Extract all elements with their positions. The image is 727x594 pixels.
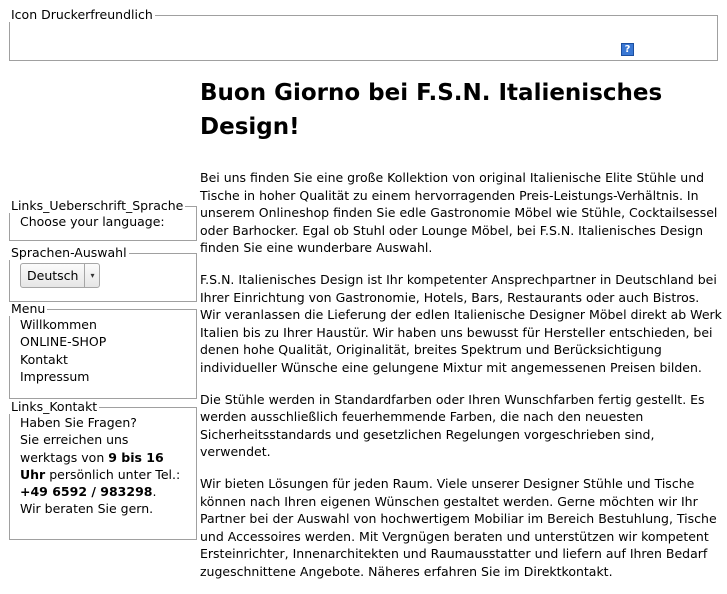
- contact-box: [9, 400, 197, 540]
- language-heading-box: [9, 199, 197, 241]
- partner-paragraph: F.S.N. Italienisches Design ist Ihr kompetenter Ansprechpartner in Deutschland bei Ihrer Einrichtung von Gastronomie, Hotels, Bars, Restaurants oder auch Bistros. Wir veranlassen die Lieferung der edlen Italienische Designer Möbel direkt ab Werk Italien bis zu Ihrer Haustür. Wir haben uns bewusst für Hersteller entschieden, bei denen hohe Qualität, Originalität, breites Spektrum und Berücksichtigung individueller Wünsche eine gelungene Mixtur mit angemessenen Preisen bilden.: [200, 271, 722, 375]
- language-select-value: Deutsch: [27, 268, 79, 283]
- menu-item-online-shop[interactable]: ONLINE-SHOP: [20, 334, 107, 350]
- menu-legend: Menu: [11, 301, 46, 316]
- contact-availability: Sie erreichen uns werktags von 9 bis 16 Uhr persönlich unter Tel.: +49 6592 / 983298.: [20, 432, 181, 500]
- print-friendly-legend: Icon Druckerfreundlich: [11, 7, 153, 22]
- language-select-legend: Sprachen-Auswahl: [11, 245, 127, 260]
- contact-closing: Wir beraten Sie gern.: [20, 501, 154, 517]
- choose-language-text: Choose your language:: [20, 214, 165, 229]
- menu-list: [20, 316, 186, 385]
- language-select-box: [9, 246, 197, 302]
- menu-box: [9, 302, 197, 399]
- contact-question: Haben Sie Fragen?: [20, 415, 137, 430]
- contact-legend: Links_Kontakt: [11, 399, 98, 414]
- contact-hours: 9 bis 16 Uhr: [20, 449, 164, 482]
- print-friendly-box: [9, 8, 718, 61]
- contact-phone: +49 6592 / 983298: [20, 484, 153, 500]
- contact-text-start: Sie erreichen uns werktags von: [20, 432, 129, 465]
- page-title: Buon Giorno bei F.S.N. Italienisches Design!: [200, 80, 663, 140]
- menu-item-impressum[interactable]: Impressum: [20, 368, 90, 384]
- solutions-paragraph: Wir bieten Lösungen für jeden Raum. Viele unserer Designer Stühle und Tische können nach Ihren eigenen Wünschen gestaltet werden. Gerne möchten wir Ihr Partner bei der Auswahl von hochwertigem Mobiliar im Bereich Bestuhlung, Tische und Accessoires werden. Mit Vergnügen beraten und unterstützen wir kompetent Ersteinrichter, Innenarchitekten und Raumausstatter und liefern auf Ihren Bedarf zugeschnittene Angebote. Näheres erfahren Sie im Direktkontakt.: [200, 475, 717, 579]
- chevron-down-icon[interactable]: ▾: [84, 264, 99, 287]
- menu-item-kontakt[interactable]: Kontakt: [20, 351, 68, 367]
- language-heading-legend: Links_Ueberschrift_Sprache: [11, 198, 184, 213]
- colors-paragraph: Die Stühle werden in Standardfarben oder Ihren Wunschfarben fertig gestellt. Es werden ausschließlich feuerhemmende Farben, die nach den neuesten Sicherheitsstandards und gesetzlichen Regelungen vorgeschrieben sind, verwendet.: [200, 391, 705, 460]
- help-icon[interactable]: ?: [621, 43, 634, 56]
- contact-text-mid: persönlich unter Tel.:: [45, 466, 181, 482]
- menu-item-willkommen[interactable]: Willkommen: [20, 317, 97, 332]
- main-content: [200, 76, 722, 594]
- intro-paragraph: Bei uns finden Sie eine große Kollektion von original Italienische Elite Stühle und Tische in hoher Qualität zu einem hervorragenden Preis-Leistungs-Verhältnis. In unserem Onlineshop finden Sie edle Gastronomie Möbel wie Stühle, Cocktailsessel oder Barhocker. Egal ob Stuhl oder Lounge Möbel, bei F.S.N. Italienisches Design finden Sie eine wunderbare Auswahl.: [200, 170, 718, 256]
- language-select[interactable]: [20, 263, 100, 288]
